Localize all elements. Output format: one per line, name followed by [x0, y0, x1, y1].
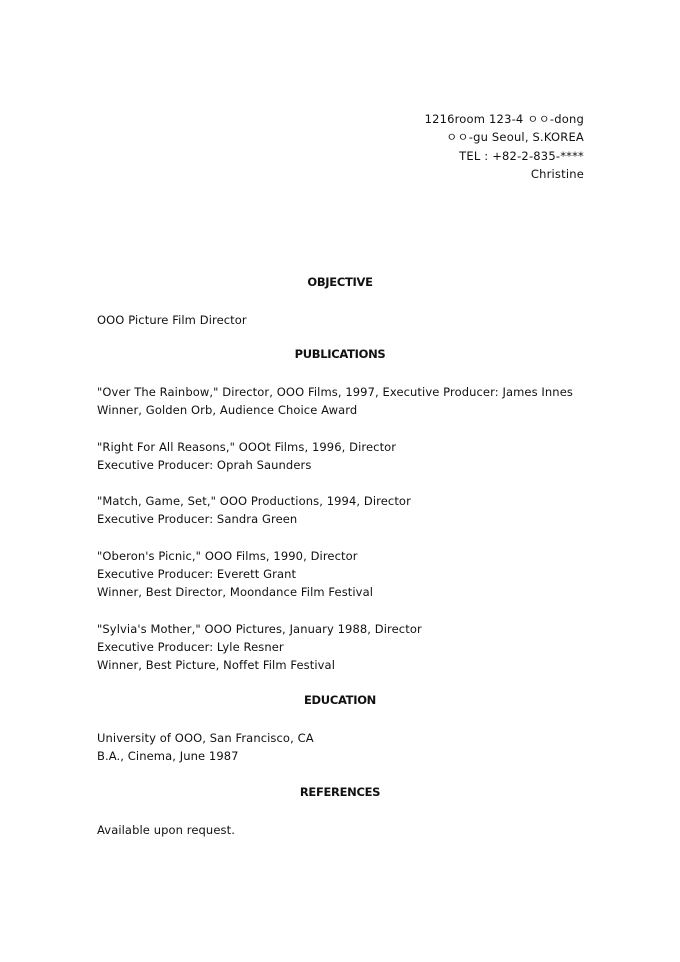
phone-line: TEL : +82-2-835-****: [459, 148, 584, 163]
education-heading: EDUCATION: [303, 693, 376, 707]
publication-line: Winner, Golden Orb, Audience Choice Award: [97, 403, 358, 418]
publication-line: Executive Producer: Everett Grant: [97, 567, 297, 582]
publication-line: "Sylvia's Mother," OOO Pictures, January 1988, Director: [97, 622, 422, 636]
publication-line: Executive Producer: Lyle Resner: [97, 640, 284, 655]
publication-line: Winner, Best Picture, Noffet Film Festival: [97, 658, 335, 673]
references-block: [97, 821, 597, 839]
references-heading: REFERENCES: [299, 785, 381, 799]
references-text: Available upon request.: [97, 823, 235, 837]
publication-entry: [97, 547, 597, 602]
publications-heading: PUBLICATIONS: [294, 347, 386, 361]
publication-entry: [97, 383, 597, 419]
applicant-name: Christine: [530, 167, 584, 182]
objective-text-block: [97, 311, 597, 329]
publication-entry: [97, 620, 597, 675]
education-block: [97, 729, 597, 765]
address-line-2: ㅇㅇ-gu Seoul, S.KOREA: [446, 130, 584, 145]
objective-text: OOO Picture Film Director: [97, 313, 247, 327]
address-line-1: 1216room 123-4 ㅇㅇ-dong: [424, 112, 584, 126]
education-line: University of OOO, San Francisco, CA: [97, 731, 314, 745]
objective-heading: OBJECTIVE: [307, 275, 373, 289]
education-line: B.A., Cinema, June 1987: [97, 749, 239, 764]
address-block: [425, 110, 584, 184]
publication-line: "Right For All Reasons," OOOt Films, 1996, Director: [97, 440, 397, 454]
publication-entry: [97, 492, 597, 528]
publication-line: Executive Producer: Oprah Saunders: [97, 458, 312, 473]
publication-entry: [97, 438, 597, 474]
publication-line: Executive Producer: Sandra Green: [97, 512, 298, 527]
publication-line: Winner, Best Director, Moondance Film Festival: [97, 585, 374, 600]
publication-line: "Oberon's Picnic," OOO Films, 1990, Director: [97, 549, 358, 563]
publication-line: "Match, Game, Set," OOO Productions, 1994, Director: [97, 494, 411, 508]
publication-line: "Over The Rainbow," Director, OOO Films, 1997, Executive Producer: James Innes: [97, 385, 573, 399]
